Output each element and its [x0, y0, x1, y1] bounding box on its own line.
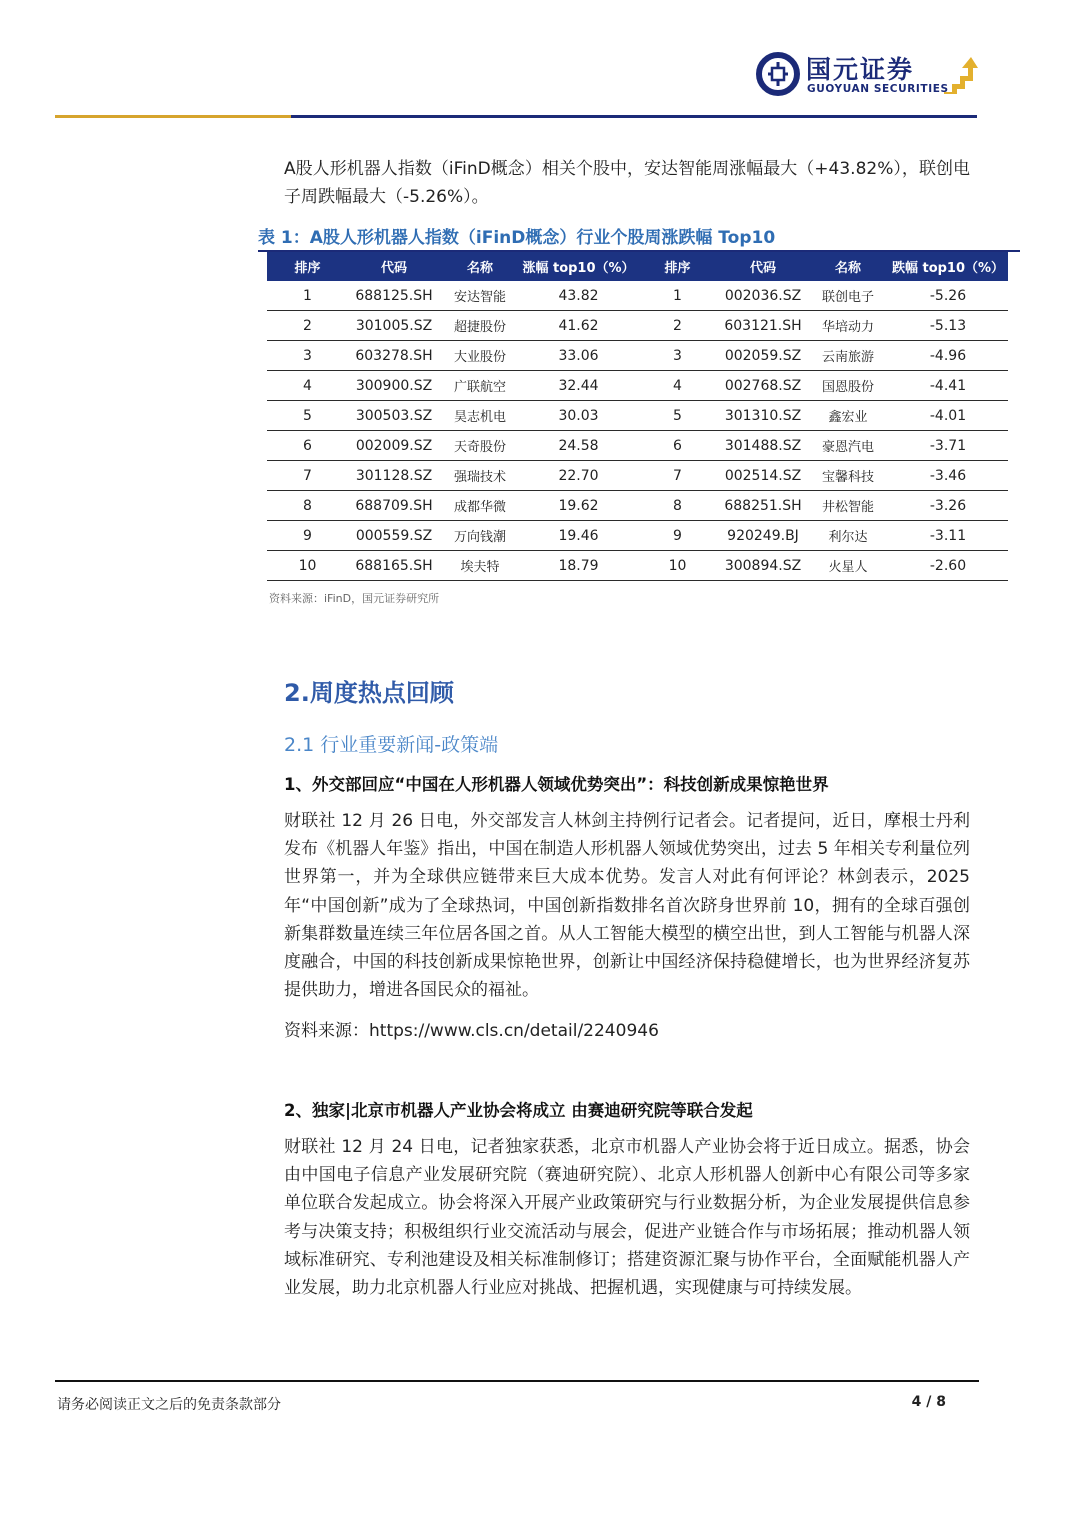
header-cell: 排序: [267, 252, 348, 281]
table-cell: -3.11: [888, 521, 1008, 551]
table-row: [267, 521, 1008, 551]
table-cell: 300894.SZ: [718, 551, 808, 581]
footer-disclaimer: 请务必阅读正文之后的免责条款部分: [57, 1397, 281, 1413]
table-cell: 19.46: [520, 521, 637, 551]
table-cell: 002036.SZ: [718, 281, 808, 311]
footer-divider: [55, 1380, 979, 1382]
table-cell: 天奇股份: [440, 431, 520, 461]
table-cell: -4.96: [888, 341, 1008, 371]
table-cell: 10: [637, 551, 718, 581]
table-cell: 6: [637, 431, 718, 461]
table-cell: 920249.BJ: [718, 521, 808, 551]
table-title: 表 1：A股人形机器人指数（iFinD概念）行业个股周涨跌幅 Top10: [258, 228, 776, 248]
table-cell: 大业股份: [440, 341, 520, 371]
logo-chinese-name: 国元证券: [806, 55, 915, 84]
table-cell: 2: [267, 311, 348, 341]
table-cell: 19.62: [520, 491, 637, 521]
table-cell: 603278.SH: [348, 341, 440, 371]
table-cell: 002768.SZ: [718, 371, 808, 401]
header-cell: 名称: [808, 252, 888, 281]
table-cell: 超捷股份: [440, 311, 520, 341]
intro-paragraph: A股人形机器人指数（iFinD概念）相关个股中，安达智能周涨幅最大（+43.82%），联创电子周跌幅最大（-5.26%）。: [284, 159, 970, 208]
logo-english-name: GUOYUAN SECURITIES: [807, 83, 949, 95]
table-cell: 3: [267, 341, 348, 371]
table-cell: 6: [267, 431, 348, 461]
table-cell: 300503.SZ: [348, 401, 440, 431]
header-cell: 跌幅 top10（%）: [888, 252, 1008, 281]
table-cell: -3.26: [888, 491, 1008, 521]
subsection-heading: 2.1 行业重要新闻-政策端: [284, 734, 499, 756]
news-source-link[interactable]: 资料来源：https://www.cls.cn/detail/2240946: [284, 1021, 659, 1041]
table-cell: 豪恩汽电: [808, 431, 888, 461]
table-cell: 埃夫特: [440, 551, 520, 581]
table-cell: 华培动力: [808, 311, 888, 341]
table-cell: 5: [267, 401, 348, 431]
table-row: [267, 311, 1008, 341]
table-row: [267, 281, 1008, 311]
table-cell: 9: [267, 521, 348, 551]
section-heading: 2.周度热点回顾: [284, 679, 454, 707]
table-cell: 广联航空: [440, 371, 520, 401]
table-cell: -4.01: [888, 401, 1008, 431]
table-cell: 1: [267, 281, 348, 311]
table-cell: 603121.SH: [718, 311, 808, 341]
table-cell: 301310.SZ: [718, 401, 808, 431]
page-number: 4 / 8: [911, 1394, 946, 1410]
table-cell: 8: [267, 491, 348, 521]
table-row: [267, 371, 1008, 401]
table-cell: 688125.SH: [348, 281, 440, 311]
table-cell: 002009.SZ: [348, 431, 440, 461]
table-cell: 002514.SZ: [718, 461, 808, 491]
header-cell: 排序: [637, 252, 718, 281]
table-cell: 24.58: [520, 431, 637, 461]
table-cell: 火星人: [808, 551, 888, 581]
table-cell: 4: [637, 371, 718, 401]
table-cell: 鑫宏业: [808, 401, 888, 431]
table-row: [267, 341, 1008, 371]
header-cell: 代码: [718, 252, 808, 281]
table-cell: 联创电子: [808, 281, 888, 311]
rising-steps-icon: [942, 54, 978, 94]
header-divider-accent: [55, 115, 291, 118]
table-cell: 1: [637, 281, 718, 311]
table-cell: 000559.SZ: [348, 521, 440, 551]
table-cell: 万向钱潮: [440, 521, 520, 551]
table-cell: 22.70: [520, 461, 637, 491]
news-body: 财联社 12 月 24 日电，记者独家获悉，北京市机器人产业协会将于近日成立。据悉，协会由中国电子信息产业发展研究院（赛迪研究院）、北京人形机器人创新中心有限公司等多家单位联合发起成立。协会将深入开展产业政策研究与行业数据分析，为企业发展提供信息参考与决策支持；积极组织行业交流活动与展会，促进产业链合作与市场拓展；推动机器人领域标准研究、专利池建设及相关标准制修订；搭建资源汇聚与协作平台，全面赋能机器人产业发展，助力北京机器人行业应对挑战、把握机遇，实现健康与可持续发展。: [284, 1137, 970, 1299]
table-cell: 利尔达: [808, 521, 888, 551]
table-row: [267, 491, 1008, 521]
table-cell: 301488.SZ: [718, 431, 808, 461]
table-row: [267, 461, 1008, 491]
table-cell: 9: [637, 521, 718, 551]
table-cell: 昊志机电: [440, 401, 520, 431]
table-cell: 3: [637, 341, 718, 371]
table-cell: 301005.SZ: [348, 311, 440, 341]
table-cell: 强瑞技术: [440, 461, 520, 491]
table-cell: 43.82: [520, 281, 637, 311]
news-title: 2、独家|北京市机器人产业协会将成立 由赛迪研究院等联合发起: [284, 1101, 753, 1120]
table-cell: 300900.SZ: [348, 371, 440, 401]
table-cell: -3.46: [888, 461, 1008, 491]
table-cell: 10: [267, 551, 348, 581]
table-cell: -3.71: [888, 431, 1008, 461]
header-divider: [55, 115, 977, 118]
table-cell: 井松智能: [808, 491, 888, 521]
table-cell: 688165.SH: [348, 551, 440, 581]
stock-change-table: [267, 252, 1008, 581]
table-cell: 002059.SZ: [718, 341, 808, 371]
table-cell: 41.62: [520, 311, 637, 341]
table-cell: 云南旅游: [808, 341, 888, 371]
header-cell: 代码: [348, 252, 440, 281]
table-cell: -2.60: [888, 551, 1008, 581]
table-cell: 国恩股份: [808, 371, 888, 401]
table-cell: 688251.SH: [718, 491, 808, 521]
table-cell: 成都华微: [440, 491, 520, 521]
table-cell: 32.44: [520, 371, 637, 401]
header-cell: 名称: [440, 252, 520, 281]
table-cell: 5: [637, 401, 718, 431]
table-source-note: 资料来源：iFinD，国元证券研究所: [269, 592, 440, 605]
table-cell: -5.13: [888, 311, 1008, 341]
table-cell: 安达智能: [440, 281, 520, 311]
company-logo: [756, 50, 980, 102]
news-body: 财联社 12 月 26 日电，外交部发言人林剑主持例行记者会。记者提问，近日，摩根士丹利发布《机器人年鉴》指出，中国在制造人形机器人领域优势突出，过去 5 年相关专利量位列世界第一，并为全球供应链带来巨大成本优势。发言人对此有何评论？林剑表示，2025 年“中国创新”成为了全球热词，中国创新指数排名首次跻身世界前 10，拥有的全球百强创新集群数量连续三年位居各国之首。从人工智能大模型的横空出世，到人工智能与机器人深度融合，中国的科技创新成果惊艳世界，创新让中国经济保持稳健增长，也为世界经济复苏提供助力，增进各国民众的福祉。: [284, 811, 970, 1001]
table-row: [267, 401, 1008, 431]
table-header-row: [267, 252, 1008, 281]
table-cell: 4: [267, 371, 348, 401]
table-cell: 7: [637, 461, 718, 491]
table-cell: 33.06: [520, 341, 637, 371]
news-title: 1、外交部回应“中国在人形机器人领域优势突出”：科技创新成果惊艳世界: [284, 775, 829, 794]
table-row: [267, 551, 1008, 581]
table-cell: 2: [637, 311, 718, 341]
table-cell: 宝馨科技: [808, 461, 888, 491]
table-row: [267, 431, 1008, 461]
header-cell: 涨幅 top10（%）: [520, 252, 637, 281]
table-cell: 7: [267, 461, 348, 491]
table-cell: 8: [637, 491, 718, 521]
guoyuan-emblem-icon: [756, 52, 800, 96]
table-cell: -5.26: [888, 281, 1008, 311]
table-cell: -4.41: [888, 371, 1008, 401]
table-cell: 18.79: [520, 551, 637, 581]
table-cell: 688709.SH: [348, 491, 440, 521]
table-cell: 30.03: [520, 401, 637, 431]
table-cell: 301128.SZ: [348, 461, 440, 491]
